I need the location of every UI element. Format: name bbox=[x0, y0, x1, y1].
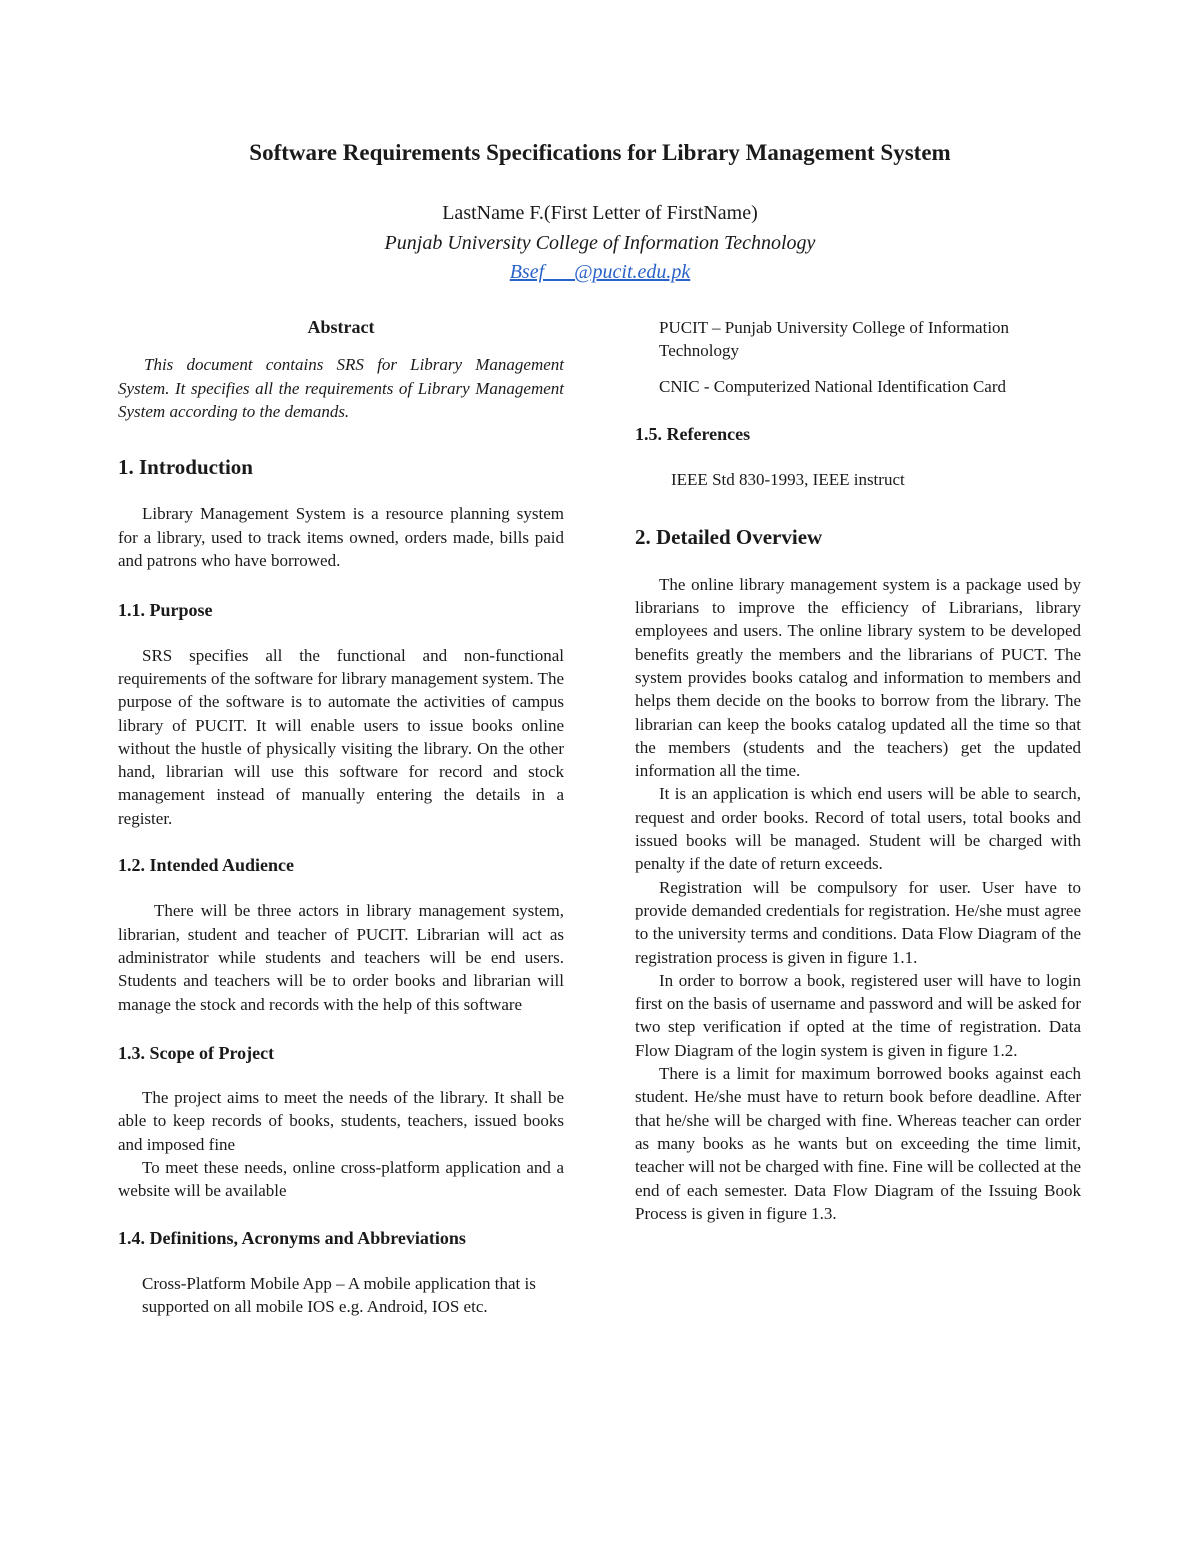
overview-paragraph: Registration will be compulsory for user. User have to provide demanded credentials for registration. He/she must agree to the university terms and conditions. Data Flow Diagram of the registration process is given in figure 1.1. bbox=[635, 877, 1081, 967]
definition-item: CNIC - Computerized National Identification Card bbox=[659, 376, 1006, 396]
overview-heading: 2. Detailed Overview bbox=[635, 525, 823, 550]
author-email bbox=[0, 261, 1200, 284]
right-column bbox=[635, 316, 1081, 1225]
author-affiliation: Punjab University College of Information Technology bbox=[384, 232, 816, 254]
definitions-list-continued bbox=[635, 316, 1081, 398]
overview-paragraph: The online library management system is a package used by librarians to improve the efficiency of Librarians, library employees and users. The online library system to be developed benefits greatly the members and the librarians of PUCT. The system provides books catalog and information to members and helps them decide on the books to borrow from the library. The librarian can keep the books catalog updated all the time so that the members (students and the teachers) get the updated information all the time. bbox=[635, 574, 1081, 781]
purpose-heading: 1.1. Purpose bbox=[118, 600, 213, 621]
scope-text-1: The project aims to meet the needs of the library. It shall be able to keep records of books, students, teachers, issued books and imposed fine bbox=[118, 1088, 564, 1154]
abstract-text: This document contains SRS for Library Management System. It specifies all the requirements of Library Management System according to the demands. bbox=[118, 355, 564, 421]
purpose-text: SRS specifies all the functional and non-functional requirements of the software for library management system. The purpose of the software is to automate the activities of campus library of PUCIT. It will enable users to issue books online without the hustle of physically visiting the library. On the other hand, librarian will use this software for record and stock management instead of manually entering the details in a register. bbox=[118, 645, 564, 828]
overview-paragraph: It is an application is which end users will be able to search, request and order books. Record of total users, total books and issued books will be managed. Student will be charged with penalty if the date of return exceeds. bbox=[635, 784, 1081, 874]
left-column bbox=[118, 316, 564, 1319]
scope-text-2: To meet these needs, online cross-platform application and a website will be available bbox=[118, 1158, 564, 1201]
author-name: LastName F.(First Letter of FirstName) bbox=[442, 202, 758, 224]
paper-title: Software Requirements Specifications for Library Management System bbox=[249, 140, 951, 165]
overview-paragraph: In order to borrow a book, registered user will have to login first on the basis of username and password and will be asked for two step verification if opted at the time of registration. Data Flow Diagram of the login system is given in figure 1.2. bbox=[635, 970, 1081, 1060]
audience-heading: 1.2. Intended Audience bbox=[118, 855, 295, 876]
overview-paragraph: There is a limit for maximum borrowed books against each student. He/she must have to return book before deadline. After that he/she will be charged with fine. Whereas teacher can order as many books as he wants but on exceeding the time limit, teacher will not be charged with fine. Fine will be collected at the end of each semester. Data Flow Diagram of the Issuing Book Process is given in figure 1.3. bbox=[635, 1064, 1081, 1223]
definition-item: PUCIT – Punjab University College of Information Technology bbox=[659, 318, 1010, 361]
audience-text: There will be three actors in library management system, librarian, student and teacher of PUCIT. Librarian will act as administrator while students and teachers will be end users. Students and teachers will be to order books and librarian will manage the stock and records with the help of this software bbox=[118, 901, 564, 1014]
definitions-list bbox=[118, 1272, 564, 1319]
definitions-heading: 1.4. Definitions, Acronyms and Abbreviations bbox=[118, 1227, 466, 1248]
email-link[interactable]: Bsef___@pucit.edu.pk bbox=[509, 261, 691, 283]
introduction-heading: 1. Introduction bbox=[118, 455, 253, 480]
scope-heading: 1.3. Scope of Project bbox=[118, 1042, 275, 1063]
introduction-text: Library Management System is a resource planning system for a library, used to track items owned, orders made, bills paid and patrons who have borrowed. bbox=[118, 504, 564, 571]
definition-item: Cross-Platform Mobile App – A mobile application that is supported on all mobile IOS e.g. Android, IOS etc. bbox=[142, 1273, 536, 1317]
references-heading: 1.5. References bbox=[635, 423, 751, 444]
references-text: IEEE Std 830-1993, IEEE instruct bbox=[671, 470, 905, 490]
abstract-heading: Abstract bbox=[307, 317, 375, 337]
